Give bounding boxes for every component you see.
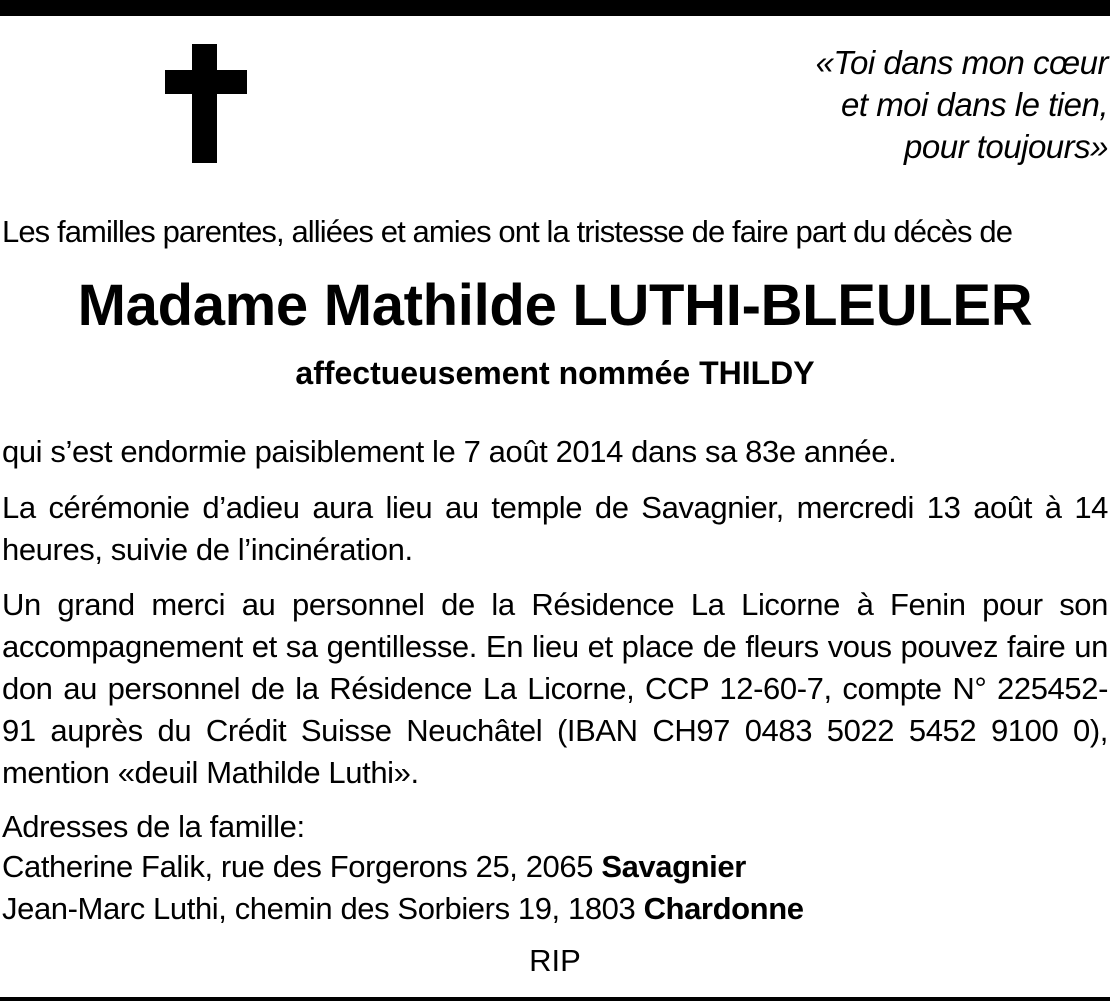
address-city: Savagnier xyxy=(601,849,746,884)
bottom-border-rule xyxy=(0,997,1110,1001)
death-paragraph: qui s’est endormie paisiblement le 7 août 2014 dans sa 83e année. xyxy=(2,434,897,469)
announcement-intro: Les familles parentes, alliées et amies ont la tristesse de faire part du décès de xyxy=(2,214,1013,249)
address-line xyxy=(2,846,746,888)
quote-line-1: «Toi dans mon cœur xyxy=(815,44,1108,81)
address-text: Catherine Falik, rue des Forgerons 25, 2065 xyxy=(2,849,602,884)
cross-icon xyxy=(165,44,247,163)
quote-line-3: pour toujours» xyxy=(904,128,1108,165)
cross-vertical-bar xyxy=(192,44,217,163)
epigraph-quote xyxy=(688,42,1108,168)
closing-rip: RIP xyxy=(529,943,581,978)
address-city: Chardonne xyxy=(643,891,804,926)
address-line xyxy=(2,888,804,930)
address-text: Jean-Marc Luthi, chemin des Sorbiers 19, 1803 xyxy=(2,891,644,926)
quote-line-2: et moi dans le tien, xyxy=(841,86,1108,123)
ceremony-paragraph: La cérémonie d’adieu aura lieu au temple de Savagnier, mercredi 13 août à 14 heures, suivie de l’incinération. xyxy=(2,490,1108,567)
deceased-name: Madame Mathilde LUTHI-BLEULER xyxy=(77,273,1033,338)
addresses-title: Adresses de la famille: xyxy=(2,809,305,844)
thanks-paragraph: Un grand merci au personnel de la Résidence La Licorne à Fenin pour son accompagnement et sa gentillesse. En lieu et place de fleurs vous pouvez faire un don au personnel de la Résidence La Licorne, CCP 12-60-7, compte N° 225452-91 auprès du Crédit Suisse Neuchâtel (IBAN CH97 0483 5022 5452 9100 0), mention «deuil Mathilde Luthi». xyxy=(2,587,1108,790)
deceased-nickname: affectueusement nommée THILDY xyxy=(295,355,815,391)
top-border-rule xyxy=(0,0,1110,16)
cross-horizontal-bar xyxy=(165,70,247,94)
